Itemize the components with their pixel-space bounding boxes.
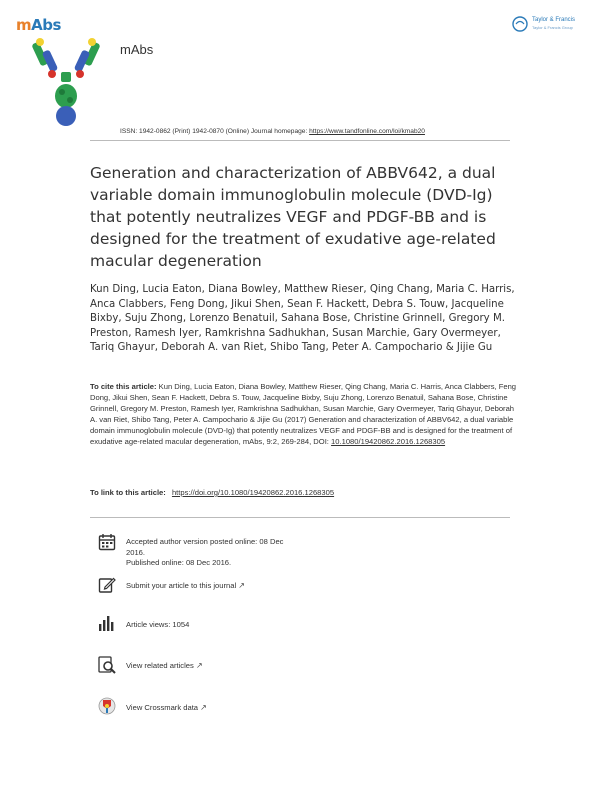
publication-dates xyxy=(98,533,308,573)
divider xyxy=(90,517,510,518)
calendar-icon xyxy=(98,533,116,551)
publisher-logo[interactable] xyxy=(512,14,584,38)
external-link-icon: ↗ xyxy=(200,703,207,712)
citation-text: Kun Ding, Lucia Eaton, Diana Bowley, Matthew Rieser, Qing Chang, Maria C. Harris, Anca Clabbers, Feng Dong, Jikui Shen, Sean F. Hackett, Debra S. Touw, Jacqueline Bixby, Suju Zhong, Lorenzo Benatuil, Sahana Bose, Christine Grinnell, Gregory M. Preston, Ramesh Iyer, Ramkrishna Sadhukhan, Susan Marchie, Gary Overmeyer, Tariq Ghayur, Deborah A. van Riet, Shibo Tang, Peter A. Campochario & Jijie Gu (2017) Generation and characterization of ABBV642, a dual variable domain immunoglobulin molecule (DVD-Ig) that potently neutralizes VEGF and PDGF-BB and is designed for the treatment of exudative age-related macular degeneration, mAbs, 9:2, 269-284, DOI: xyxy=(90,382,517,446)
publisher-logo-icon xyxy=(512,16,528,32)
journal-logo[interactable]: mAbs xyxy=(16,16,61,34)
citation-label: To cite this article: xyxy=(90,382,157,391)
journal-name: mAbs xyxy=(120,42,154,57)
related-articles-link[interactable] xyxy=(98,656,308,676)
edit-icon xyxy=(98,576,116,594)
search-icon xyxy=(98,656,116,674)
crossmark-icon xyxy=(98,697,116,715)
issn-line xyxy=(120,128,425,135)
related-articles-text: View related articles xyxy=(126,661,194,670)
publisher-name: Taylor & Francis xyxy=(532,17,576,23)
article-link[interactable]: https://doi.org/10.1080/19420862.2016.1268305 xyxy=(171,488,335,497)
issn-text: ISSN: 1942-0862 (Print) 1942-0870 (Online) Journal homepage: xyxy=(120,128,308,135)
journal-homepage-link[interactable]: https://www.tandfonline.com/loi/kmab20 xyxy=(309,128,425,135)
article-link-label: To link to this article: xyxy=(90,488,166,497)
related-articles-row xyxy=(126,661,301,672)
article-views-text: Article views: 1054 xyxy=(126,620,190,629)
submit-article-text: Submit your article to this journal xyxy=(126,581,237,590)
publisher-logo-text xyxy=(532,17,575,32)
article-link-line xyxy=(90,488,334,497)
bar-chart-icon xyxy=(98,614,116,632)
header xyxy=(0,0,600,140)
publisher-group: Taylor & Francis Group xyxy=(532,25,573,30)
external-link-icon: ↗ xyxy=(195,661,203,670)
crossmark-text: View Crossmark data xyxy=(126,703,199,712)
crossmark-row xyxy=(126,703,301,714)
submit-article-row xyxy=(126,581,301,592)
submit-article-link[interactable] xyxy=(98,576,308,596)
divider xyxy=(90,140,510,141)
external-link-icon: ↗ xyxy=(238,581,245,590)
publication-dates-text xyxy=(126,537,301,569)
article-views xyxy=(98,614,308,634)
crossmark-link[interactable] xyxy=(98,697,308,717)
article-title: Generation and characterization of ABBV642, a dual variable domain immunoglobulin molecule (DVD-Ig) that potently neutralizes VEGF and PDGF-BB and is designed for the treatment of exudative age-related macular degeneration xyxy=(90,164,496,270)
published-date: Published online: 08 Dec 2016. xyxy=(126,558,232,567)
article-authors: Kun Ding, Lucia Eaton, Diana Bowley, Matthew Rieser, Qing Chang, Maria C. Harris, Anca Clabbers, Feng Dong, Jikui Shen, Sean F. Hackett, Debra S. Touw, Jacqueline Bixby, Suju Zhong, Lorenzo Benatuil, Sahana Bose, Christine Grinnell, Gregory M. Preston, Ramesh Iyer, Ramkrishna Sadhukhan, Susan Marchie, Gary Overmeyer, Tariq Ghayur, Deborah A. van Riet, Shibo Tang, Peter A. Campochario & Jijie Gu xyxy=(90,284,515,354)
antibody-illustration xyxy=(30,36,102,128)
doi-link[interactable]: 10.1080/19420862.2016.1268305 xyxy=(331,437,446,446)
accepted-date: Accepted author version posted online: 08 Dec 2016. xyxy=(126,537,284,557)
citation-block xyxy=(90,381,520,447)
